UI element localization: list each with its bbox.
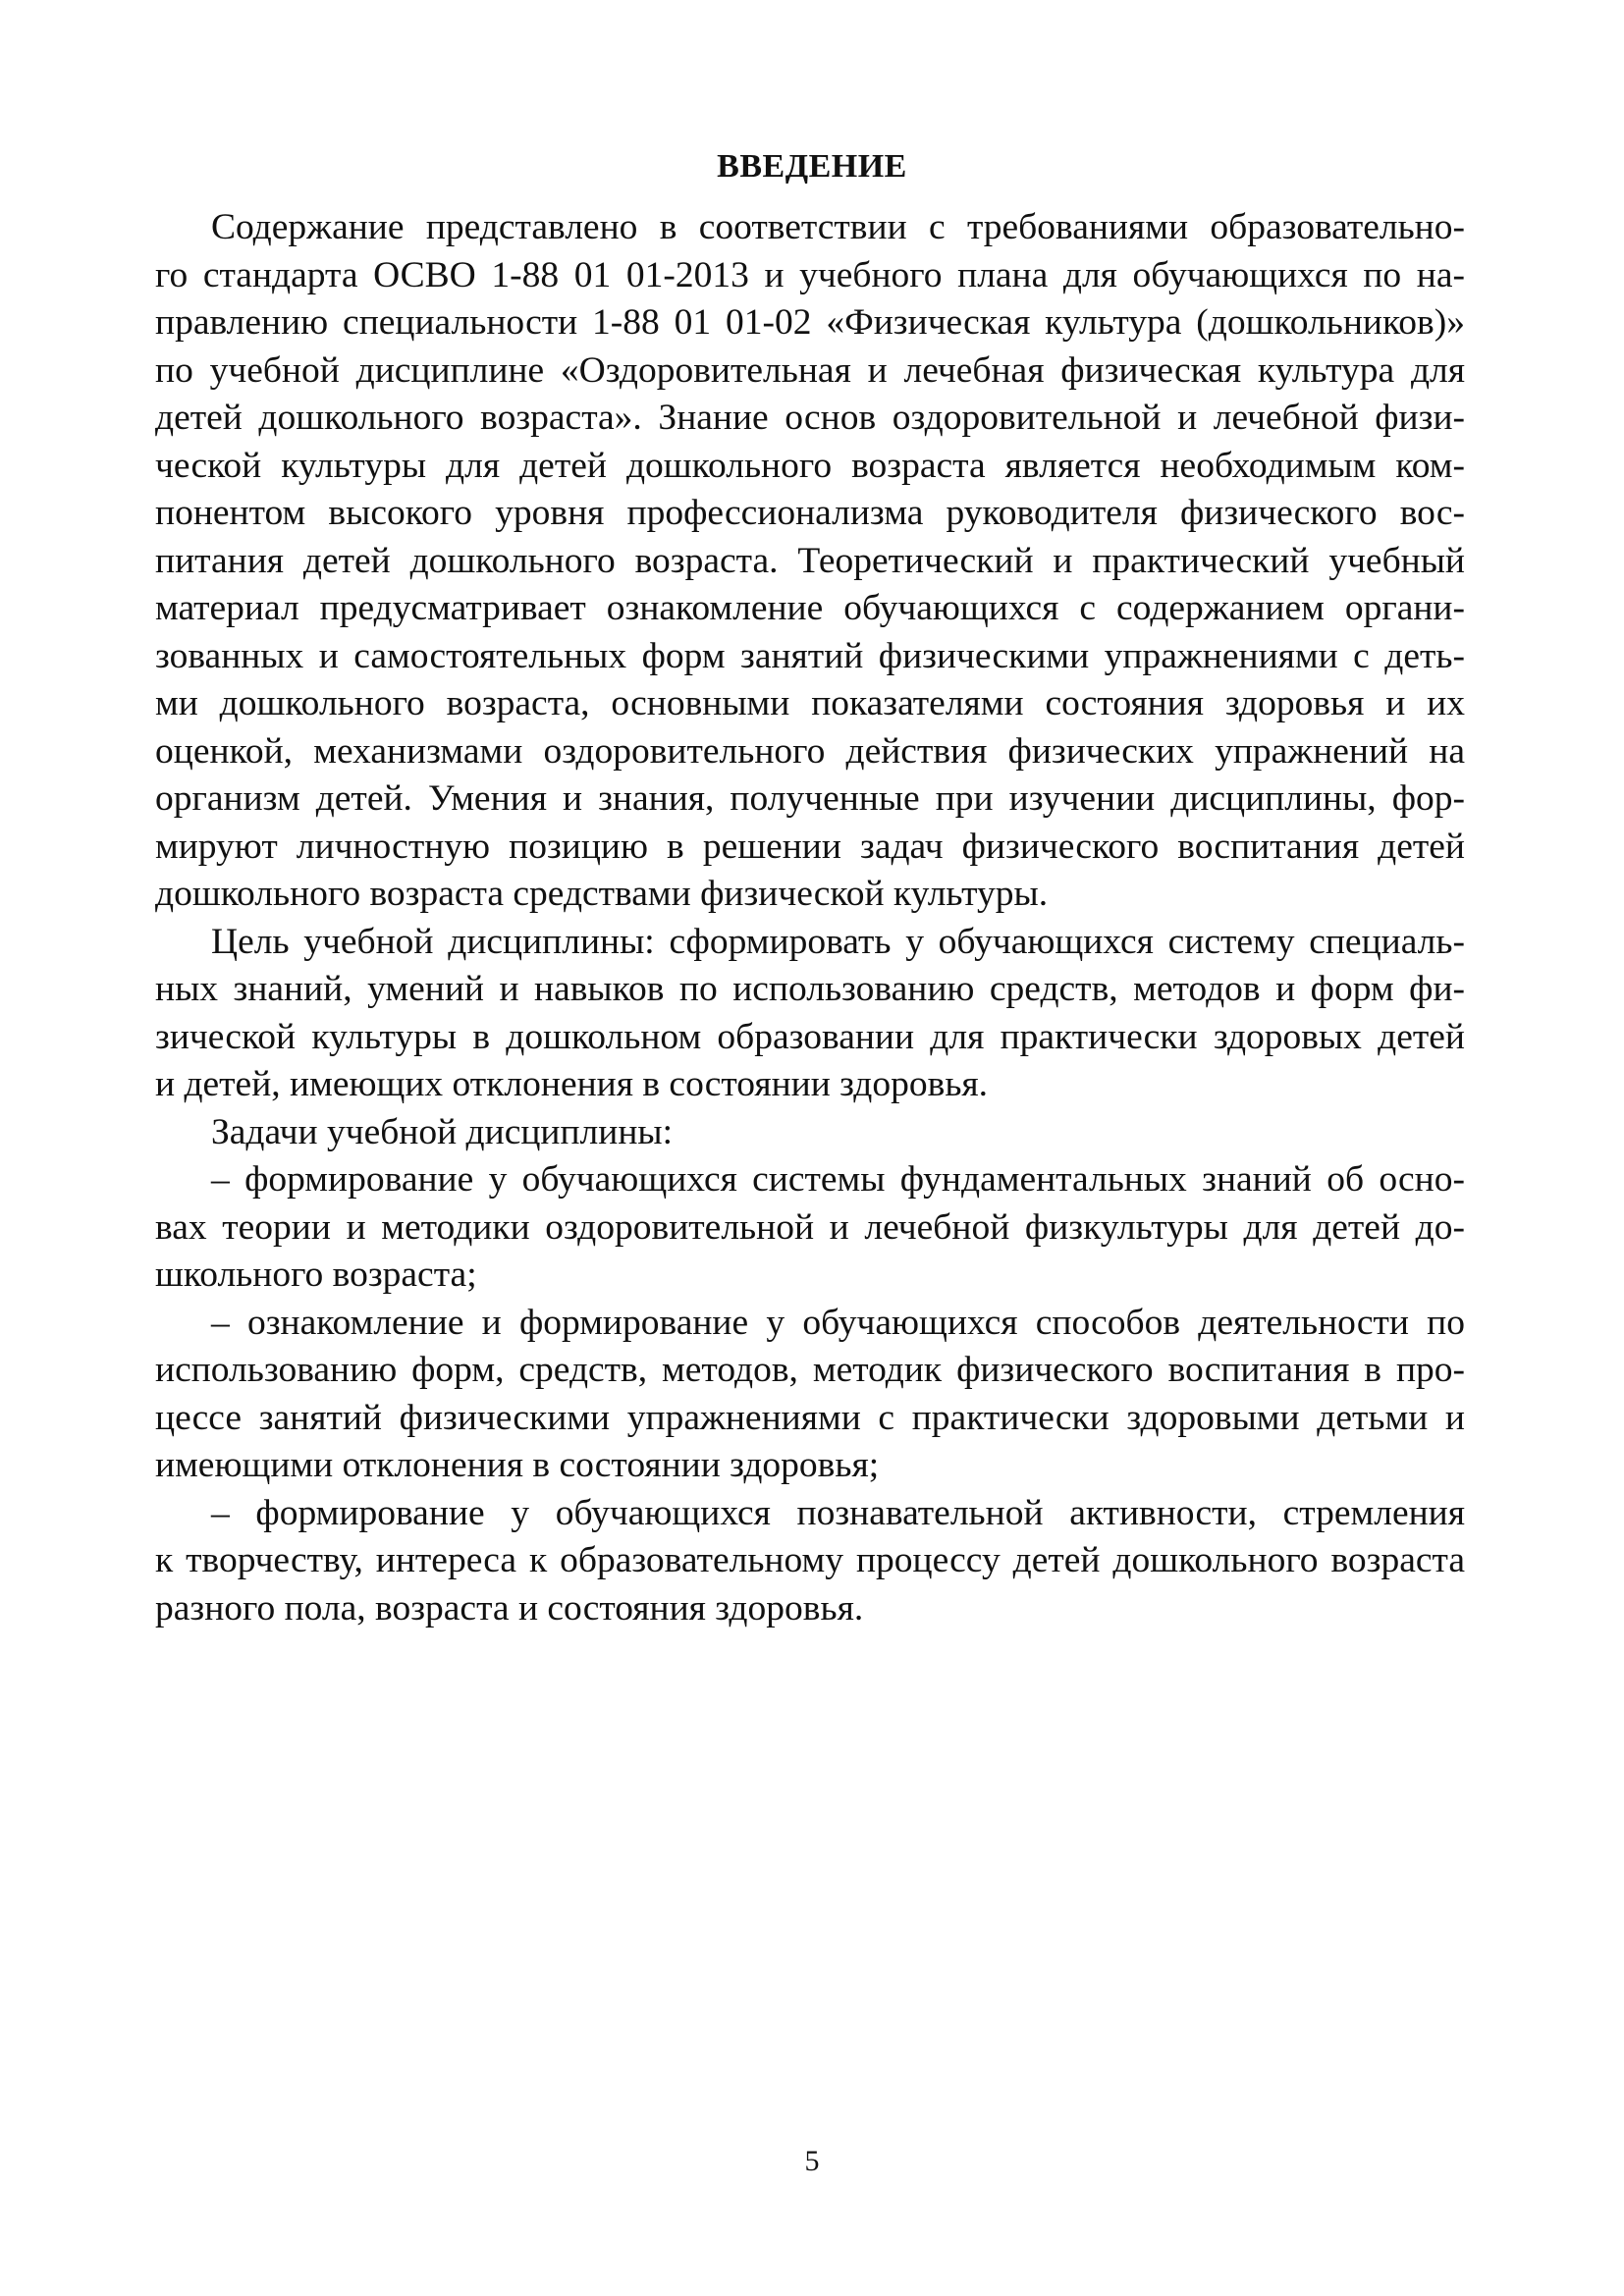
- text-line: дошкольного возраста средствами физической культуры.: [155, 874, 1049, 914]
- text-line: понентом высокого уровня профессионализма руководителя физического вос-: [155, 493, 1465, 533]
- text-line: Содержание представлено в соответствии с требованиями образовательно-: [211, 207, 1465, 247]
- text-line: Цель учебной дисциплины: сформировать у обучающихся систему специаль-: [211, 921, 1465, 962]
- text-line: ных знаний, умений и навыков по использованию средств, методов и форм фи-: [155, 969, 1465, 1009]
- text-line: Задачи учебной дисциплины:: [211, 1111, 674, 1152]
- text-line: организм детей. Умения и знания, полученные при изучении дисциплины, фор-: [155, 778, 1465, 819]
- text-line: ми дошкольного возраста, основными показателями состояния здоровья и их: [155, 683, 1465, 723]
- text-line: детей дошкольного возраста». Знание основ оздоровительной и лечебной физи-: [155, 398, 1465, 438]
- text-line: зованных и самостоятельных форм занятий физическими упражнениями с деть-: [155, 635, 1465, 676]
- text-line: цессе занятий физическими упражнениями с практически здоровыми детьми и: [155, 1397, 1465, 1438]
- text-line: по учебной дисциплине «Оздоровительная и лечебная физическая культура для: [155, 349, 1465, 391]
- text-line: го стандарта ОСВО 1-88 01 01-2013 и учебного плана для обучающихся по на-: [155, 254, 1465, 295]
- text-line: питания детей дошкольного возраста. Теоретический и практический учебный: [155, 540, 1465, 581]
- text-line: материал предусматривает ознакомление обучающихся с содержанием органи-: [155, 588, 1465, 628]
- text-line: разного пола, возраста и состояния здоровья.: [155, 1587, 864, 1629]
- paragraph-intro: [155, 204, 1465, 919]
- text-line: и детей, имеющих отклонения в состоянии здоровья.: [155, 1064, 989, 1104]
- text-line: оценкой, механизмами оздоровительного действия физических упражнений на: [155, 730, 1465, 772]
- page-title: ВВЕДЕНИЕ: [717, 148, 907, 185]
- text-line: имеющими отклонения в состоянии здоровья;: [155, 1445, 880, 1485]
- text-line: вах теории и методики оздоровительной и лечебной физкультуры для детей до-: [155, 1206, 1465, 1248]
- text-line: – ознакомление и формирование у обучающихся способов деятельности по: [211, 1302, 1465, 1343]
- text-line: мируют личностную позицию в решении задач физического воспитания детей: [155, 826, 1465, 867]
- paragraph-tasks-heading: [155, 1109, 1465, 1157]
- list-item-task-3: [155, 1490, 1465, 1633]
- text-line: школьного возраста;: [155, 1255, 477, 1295]
- text-line: к творчеству, интереса к образовательному процессу детей дошкольного возраста: [155, 1540, 1465, 1580]
- text-line: использованию форм, средств, методов, методик физического воспитания в про-: [155, 1350, 1465, 1390]
- paragraph-goal: [155, 919, 1465, 1109]
- document-body: [155, 204, 1465, 1632]
- text-line: правлению специальности 1-88 01 01-02 «Физическая культура (дошкольников)»: [155, 302, 1465, 343]
- text-line: зической культуры в дошкольном образовании для практически здоровых детей: [155, 1016, 1465, 1057]
- text-line: ческой культуры для детей дошкольного возраста является необходимым ком-: [155, 445, 1465, 486]
- list-item-task-1: [155, 1156, 1465, 1300]
- text-line: – формирование у обучающихся познавательной активности, стремления: [211, 1492, 1465, 1533]
- page-number: 5: [804, 2145, 820, 2177]
- text-line: – формирование у обучающихся системы фундаментальных знаний об осно-: [211, 1159, 1465, 1200]
- list-item-task-2: [155, 1300, 1465, 1490]
